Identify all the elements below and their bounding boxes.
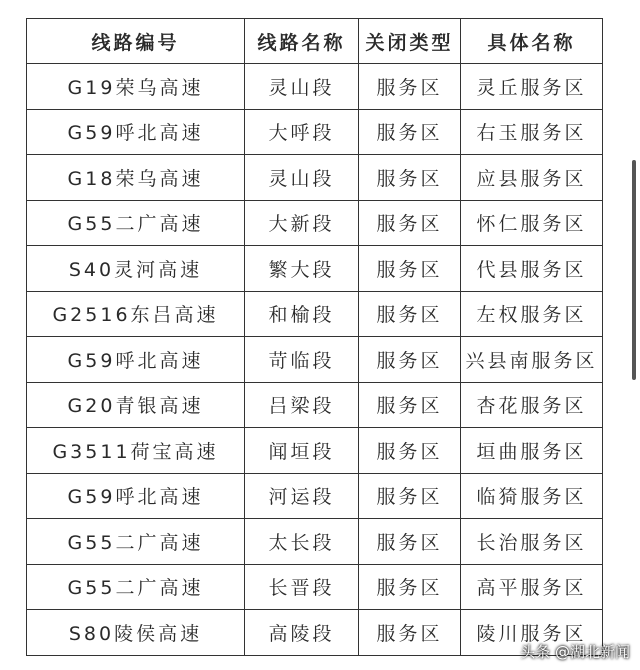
table-row (27, 200, 603, 246)
header-route-name: 线路名称 (245, 19, 359, 64)
table-row (27, 473, 603, 519)
route-name-cell: 大呼段 (245, 109, 359, 155)
closure-type-cell: 服务区 (359, 155, 461, 201)
closure-type-cell: 服务区 (359, 109, 461, 155)
route-code-cell: G3511荷宝高速 (27, 428, 245, 474)
route-code-cell: G59呼北高速 (27, 337, 245, 383)
route-code-cell: G20青银高速 (27, 382, 245, 428)
route-name-cell: 长晋段 (245, 564, 359, 610)
table-row (27, 382, 603, 428)
service-area-table (26, 18, 603, 656)
route-code-cell: S40灵河高速 (27, 246, 245, 292)
closure-type-cell: 服务区 (359, 246, 461, 292)
scrollbar[interactable] (632, 160, 636, 380)
closure-type-cell: 服务区 (359, 564, 461, 610)
specific-name-cell: 灵丘服务区 (461, 64, 603, 110)
header-route-code: 线路编号 (27, 19, 245, 64)
specific-name-cell: 兴县南服务区 (461, 337, 603, 383)
closure-type-cell: 服务区 (359, 382, 461, 428)
table-row (27, 564, 603, 610)
route-name-cell: 灵山段 (245, 64, 359, 110)
closure-type-cell: 服务区 (359, 200, 461, 246)
table-row (27, 337, 603, 383)
closure-type-cell: 服务区 (359, 428, 461, 474)
closure-type-cell: 服务区 (359, 473, 461, 519)
table-row (27, 109, 603, 155)
table-body (27, 19, 603, 656)
closure-type-cell: 服务区 (359, 337, 461, 383)
table-row (27, 246, 603, 292)
specific-name-cell: 应县服务区 (461, 155, 603, 201)
table-row (27, 428, 603, 474)
specific-name-cell: 长治服务区 (461, 519, 603, 565)
route-code-cell: G55二广高速 (27, 519, 245, 565)
route-name-cell: 灵山段 (245, 155, 359, 201)
closure-type-cell: 服务区 (359, 64, 461, 110)
specific-name-cell: 右玉服务区 (461, 109, 603, 155)
route-code-cell: G55二广高速 (27, 564, 245, 610)
route-name-cell: 高陵段 (245, 610, 359, 656)
specific-name-cell: 临猗服务区 (461, 473, 603, 519)
table-row (27, 64, 603, 110)
route-code-cell: G19荣乌高速 (27, 64, 245, 110)
route-name-cell: 吕梁段 (245, 382, 359, 428)
closure-type-cell: 服务区 (359, 291, 461, 337)
specific-name-cell: 代县服务区 (461, 246, 603, 292)
route-code-cell: G18荣乌高速 (27, 155, 245, 201)
route-name-cell: 繁大段 (245, 246, 359, 292)
route-code-cell: G55二广高速 (27, 200, 245, 246)
specific-name-cell: 垣曲服务区 (461, 428, 603, 474)
route-code-cell: G2516东吕高速 (27, 291, 245, 337)
table-row (27, 519, 603, 565)
specific-name-cell: 高平服务区 (461, 564, 603, 610)
route-name-cell: 河运段 (245, 473, 359, 519)
route-code-cell: S80陵侯高速 (27, 610, 245, 656)
route-name-cell: 闻垣段 (245, 428, 359, 474)
route-name-cell: 太长段 (245, 519, 359, 565)
route-code-cell: G59呼北高速 (27, 109, 245, 155)
specific-name-cell: 左权服务区 (461, 291, 603, 337)
closure-type-cell: 服务区 (359, 519, 461, 565)
route-code-cell: G59呼北高速 (27, 473, 245, 519)
table-row (27, 155, 603, 201)
specific-name-cell: 杏花服务区 (461, 382, 603, 428)
closure-type-cell: 服务区 (359, 610, 461, 656)
watermark: 头条 @湖北新闻 (520, 643, 630, 661)
route-name-cell: 大新段 (245, 200, 359, 246)
route-name-cell: 和榆段 (245, 291, 359, 337)
specific-name-cell: 怀仁服务区 (461, 200, 603, 246)
table-header-row (27, 19, 603, 64)
header-specific-name: 具体名称 (461, 19, 603, 64)
table-row (27, 291, 603, 337)
route-name-cell: 苛临段 (245, 337, 359, 383)
table-row (27, 610, 603, 656)
header-closure-type: 关闭类型 (359, 19, 461, 64)
specific-name-cell: 陵川服务区 (461, 610, 603, 656)
